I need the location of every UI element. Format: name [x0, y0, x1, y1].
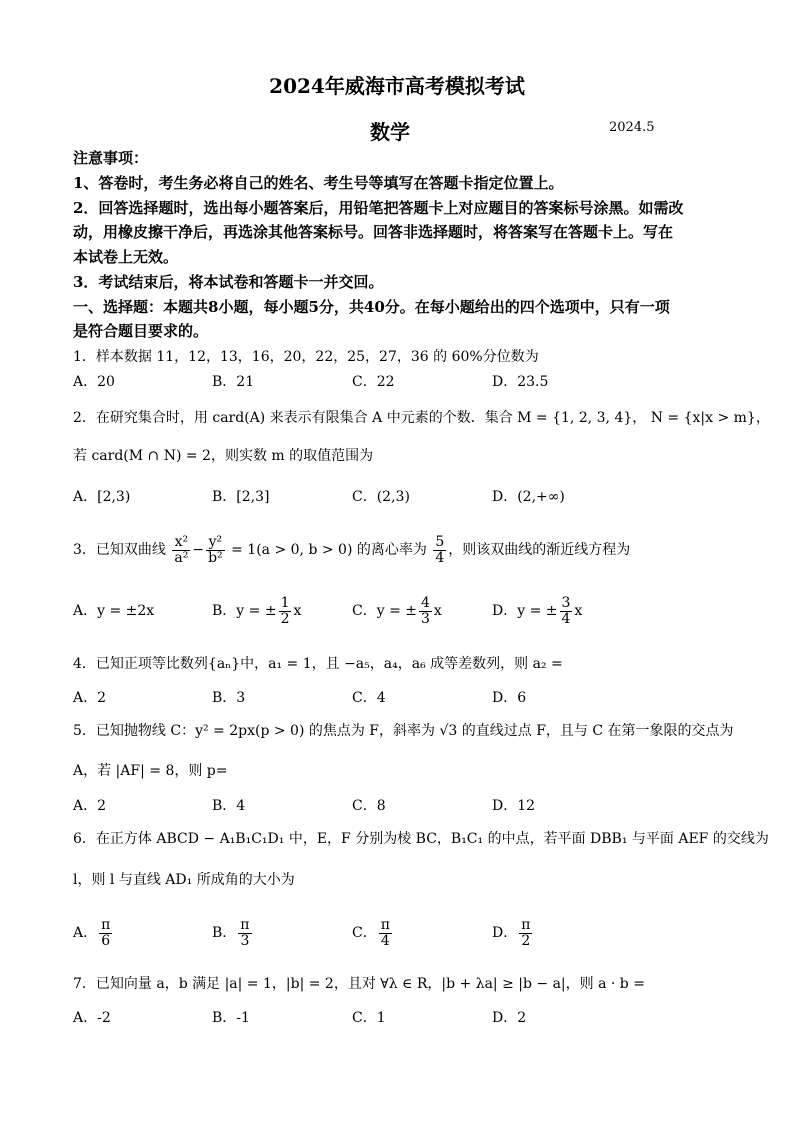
q3-option-c: C．y = ± $\frac{4}{3}$ x: [352, 594, 442, 627]
q6-option-c: C． $\frac{\pi}{4}$: [352, 916, 390, 949]
q3-fraction-y: $\frac{\text{y²}}{\text{b²}}$: [208, 533, 223, 566]
q2-option-d: D．(2,+∞): [492, 489, 565, 505]
q3-option-a: A．y = ±2x: [73, 603, 155, 619]
question-7-stem: 7．已知向量 a，b 满足 |a| = 1，|b| = 2，且对 ∀λ ∈ R，|b + λa| ≥ |b − a|，则 a · b =: [73, 976, 645, 992]
q6-option-b: B． $\frac{\pi}{3}$: [212, 916, 250, 949]
q6-option-d: D． $\frac{\pi}{2}$: [492, 916, 531, 949]
q1-option-b: B．21: [212, 374, 255, 390]
question-4-stem: 4．已知正项等比数列{aₙ}中，a₁ = 1，且 −a₅，a₄，a₆ 成等差数列，则 a₂ =: [73, 656, 563, 672]
q2-stem-part: N = {x|x > m}，: [650, 410, 770, 426]
q4-option-c: C．4: [352, 690, 386, 706]
q5-option-d: D．12: [492, 798, 536, 814]
notes-heading: 注意事项：: [73, 149, 149, 167]
q3-stem-part: 3．已知双曲线: [73, 542, 166, 558]
q7-option-c: C．1: [352, 1010, 386, 1026]
q3-stem-part: ，则该双曲线的渐近线方程为: [448, 542, 631, 558]
exam-title: 2024年威海市高考模拟考试: [269, 74, 525, 98]
q3-eccentricity: $\frac{5}{4}$: [435, 533, 445, 566]
q3-option-b: B．y = ± $\frac{1}{2}$ x: [212, 594, 302, 627]
q2-stem-part: 2．在研究集合时，用 card(A) 来表示有限集合 A 中元素的个数．集合 M = {1, 2, 3, 4}，: [73, 410, 647, 426]
question-3-stem: 3．已知双曲线 $\frac{\text{x²}}{\text{a²}}$ − $\frac{\text{y²}}{\text{b²}}$ = 1(a > 0, b > 0) 的离心率为 $\frac{5}{4}$ ，则该双曲线的渐近线方程为: [73, 533, 631, 566]
q3-fraction-x: $\frac{\text{x²}}{\text{a²}}$: [174, 533, 189, 566]
q4-option-a: A．2: [73, 690, 107, 706]
q2-option-b: B．[2,3]: [212, 489, 270, 505]
question-1-stem: 1．样本数据 11，12，13，16，20，22，25，27，36 的 60%分位数为: [73, 349, 539, 365]
question-6-stem: 6．在正方体 ABCD − A₁B₁C₁D₁ 中，E，F 分别为棱 BC，B₁C₁ 的中点，若平面 DBB₁ 与平面 AEF 的交线为: [73, 831, 769, 847]
q7-option-d: D．2: [492, 1010, 527, 1026]
note-item: 动，用橡皮擦干净后，再选涂其他答案标号。回答非选择题时，将答案写在答题卡上。写在: [73, 223, 674, 241]
q3-stem-part: = 1(a > 0, b > 0) 的离心率为: [231, 542, 427, 558]
note-item: 1、答卷时，考生务必将自己的姓名、考生号等填写在答题卡指定位置上。: [73, 174, 564, 192]
q1-option-c: C．22: [352, 374, 395, 390]
subject-label: 数学: [370, 120, 410, 144]
q5-option-b: B．4: [212, 798, 246, 814]
q2-option-a: A．[2,3): [73, 489, 131, 505]
section-heading-cont: 是符合题目要求的。: [73, 322, 209, 340]
q1-option-d: D．23.5: [492, 374, 549, 390]
q6-option-a: A． $\frac{\pi}{6}$: [73, 916, 111, 949]
question-2-stem: [73, 409, 770, 427]
q3-option-d: D．y = ± $\frac{3}{4}$ x: [492, 594, 583, 627]
note-item: 本试卷上无效。: [73, 248, 179, 266]
question-5-stem: 5．已知抛物线 C：y² = 2px(p > 0) 的焦点为 F，斜率为 √3 的直线过点 F，且与 C 在第一象限的交点为: [73, 723, 734, 739]
q7-option-a: A．-2: [73, 1010, 111, 1026]
question-5-stem-cont: A，若 |AF| = 8，则 p=: [73, 763, 228, 779]
q4-option-d: D．6: [492, 690, 527, 706]
question-6-stem-cont: l，则 l 与直线 AD₁ 所成角的大小为: [73, 872, 295, 888]
q5-option-a: A．2: [73, 798, 107, 814]
q2-option-c: C．(2,3): [352, 489, 410, 505]
note-item: 3．考试结束后，将本试卷和答题卡一并交回。: [73, 273, 384, 291]
question-2-stem-cont: 若 card(M ∩ N) = 2，则实数 m 的取值范围为: [73, 448, 374, 464]
exam-date: 2024.5: [609, 120, 655, 135]
q5-option-c: C．8: [352, 798, 386, 814]
q1-option-a: A．20: [73, 374, 115, 390]
q7-option-b: B．-1: [212, 1010, 250, 1026]
note-item: 2．回答选择题时，选出每小题答案后，用铅笔把答题卡上对应题目的答案标号涂黑。如需改: [73, 199, 684, 217]
q4-option-b: B．3: [212, 690, 246, 706]
section-heading: 一、选择题：本题共8小题，每小题5分，共40分。在每小题给出的四个选项中，只有一项: [73, 298, 670, 316]
